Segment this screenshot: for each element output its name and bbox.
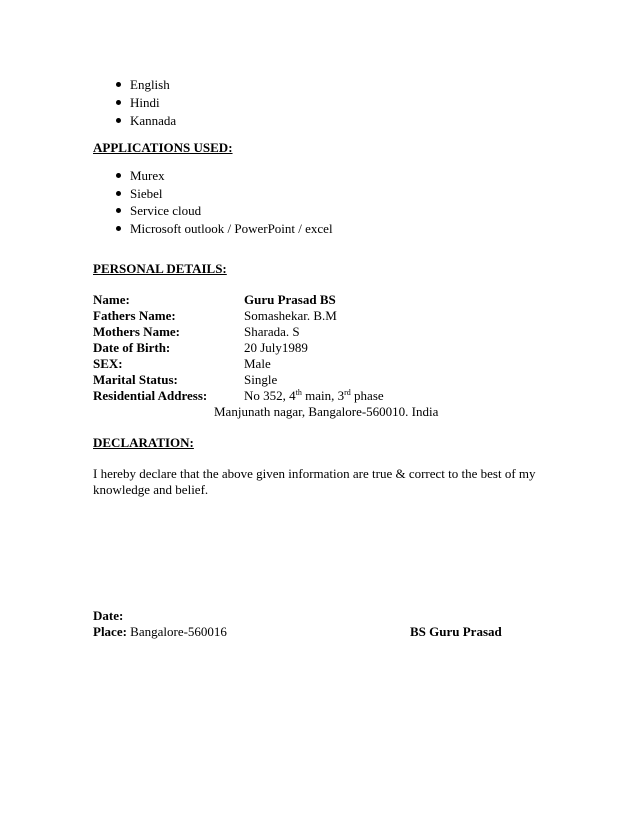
bullet-icon — [116, 208, 121, 213]
date-label: Date: — [93, 608, 124, 623]
bullet-icon — [116, 82, 121, 87]
language-item: Hindi — [130, 95, 160, 110]
fathers-name-value: Somashekar. B.M — [244, 308, 337, 323]
marital-status-value: Single — [244, 372, 278, 387]
language-item: Kannada — [130, 113, 177, 128]
fathers-name-label: Fathers Name: — [93, 308, 176, 323]
bullet-icon — [116, 100, 121, 105]
dob-label: Date of Birth: — [93, 340, 171, 355]
sex-value: Male — [244, 356, 271, 371]
place-label: Place: — [93, 624, 127, 639]
bullet-icon — [116, 226, 121, 231]
marital-status-label: Marital Status: — [93, 372, 178, 387]
signature-name: BS Guru Prasad — [410, 624, 502, 639]
language-item: English — [130, 77, 170, 92]
mothers-name-value: Sharada. S — [244, 324, 300, 339]
application-item: Siebel — [130, 186, 163, 201]
address-label: Residential Address: — [93, 388, 208, 403]
declaration-text-line-1: I hereby declare that the above given information are true & correct to the best of my — [93, 466, 536, 481]
bullet-icon — [116, 173, 121, 178]
declaration-heading: DECLARATION: — [93, 435, 194, 450]
personal-details-heading: PERSONAL DETAILS: — [93, 261, 227, 276]
bullet-icon — [116, 191, 121, 196]
application-item: Service cloud — [130, 203, 202, 218]
bullet-icon — [116, 118, 121, 123]
name-value: Guru Prasad BS — [244, 292, 336, 307]
dob-value: 20 July1989 — [244, 340, 308, 355]
sex-label: SEX: — [93, 356, 123, 371]
address-line-2: Manjunath nagar, Bangalore-560010. India — [214, 404, 439, 419]
place-value: Bangalore-560016 — [126, 624, 227, 639]
address-line-1: No 352, 4th main, 3rd phase — [244, 388, 384, 403]
declaration-text-line-2: knowledge and belief. — [93, 482, 209, 497]
place-line — [93, 624, 227, 640]
mothers-name-label: Mothers Name: — [93, 324, 180, 339]
applications-heading: APPLICATIONS USED: — [93, 140, 233, 155]
application-item: Microsoft outlook / PowerPoint / excel — [130, 221, 333, 236]
application-item: Murex — [130, 168, 165, 183]
name-label: Name: — [93, 292, 130, 307]
